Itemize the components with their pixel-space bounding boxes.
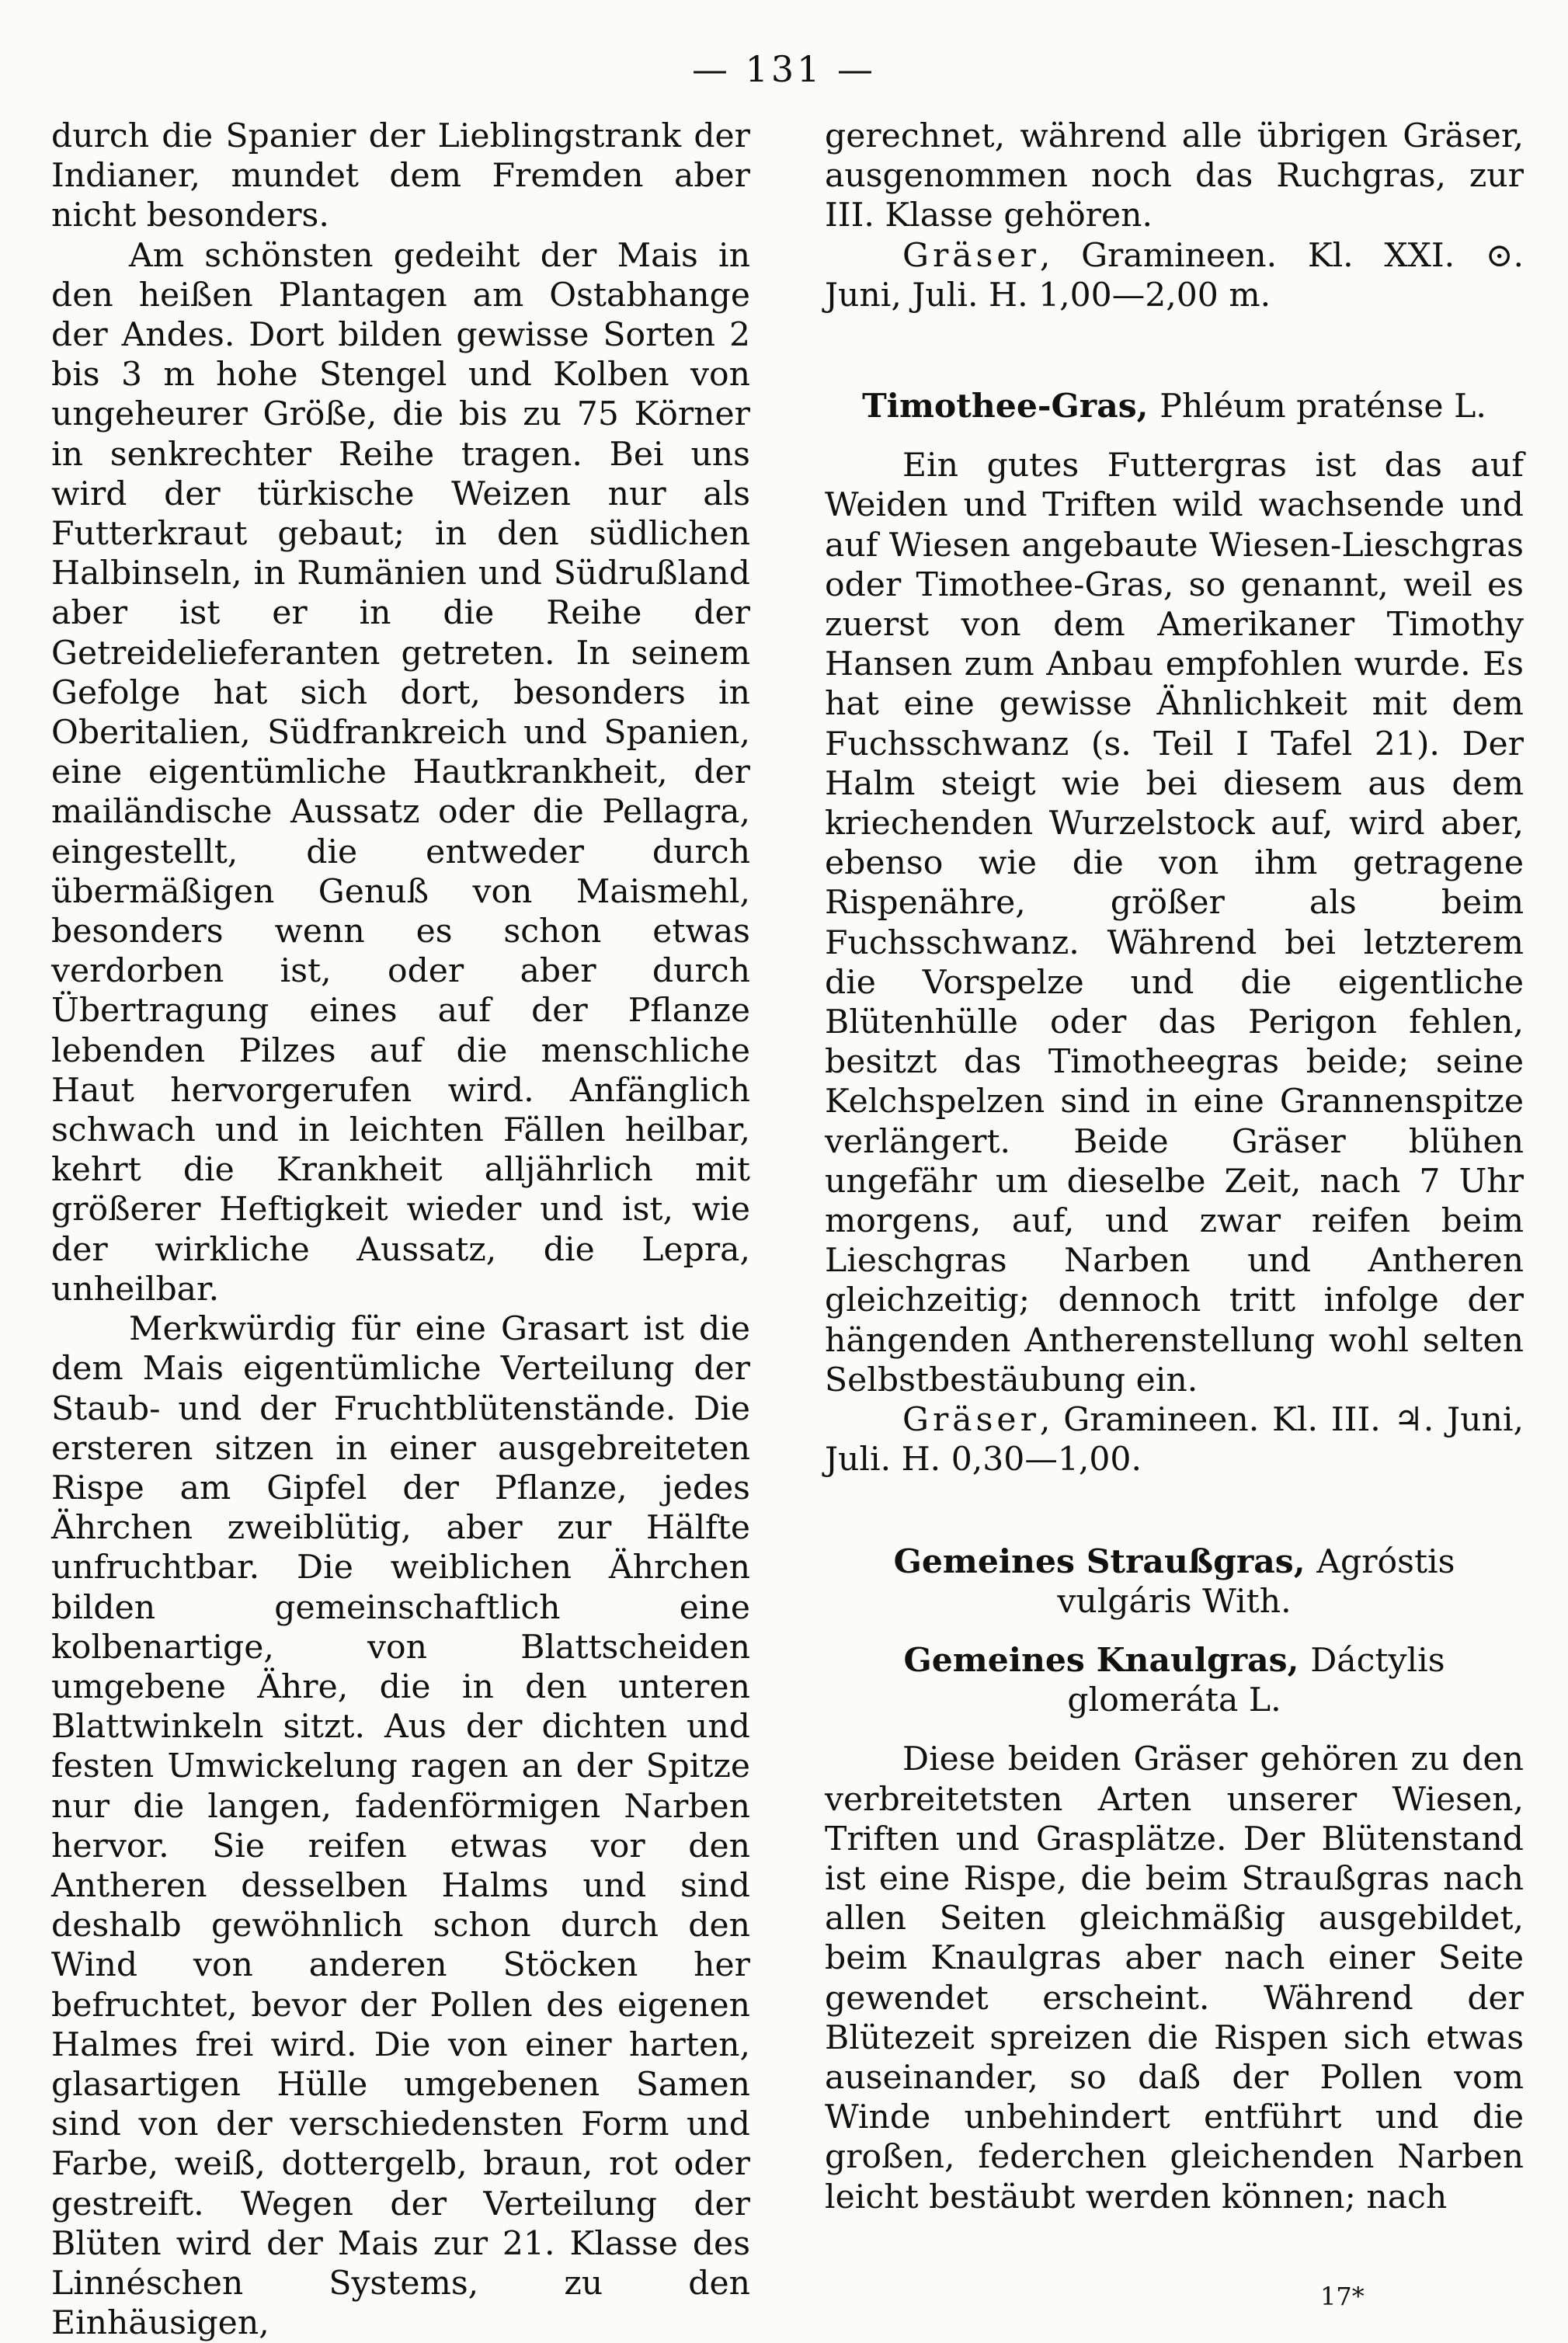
paragraph: durch die Spanier der Lieblingstrank der Indianer, mundet dem Fremden aber nicht besonders.: [51, 117, 750, 235]
page-number: — 131 —: [691, 48, 877, 90]
paragraph: Am schönsten gedeiht der Mais in den heißen Plantagen am Ostabhange der Andes. Dort bilden gewisse Sorten 2 bis 3 m hohe Stengel und Kolben von ungeheurer Größe, die bis zu 75 Körner in senkrechter Reihe tragen. Bei uns wird der türkische Weizen nur als Futterkraut gebaut; in den südlichen Halbinseln, in Rumänien und Südrußland aber ist er in die Reihe der Getreidelieferanten getreten. In seinem Gefolge hat sich dort, besonders in Oberitalien, Südfrankreich und Spanien, eine eigentümliche Hautkrankheit, der mailändische Aussatz oder die Pellagra, eingestellt, die entweder durch übermäßigen Genuß von Maismehl, besonders wenn es schon etwas verdorben ist, oder aber durch Übertragung eines auf der Pflanze lebenden Pilzes auf die menschliche Haut hervorgerufen wird. Anfänglich schwach und in leichten Fällen heilbar, kehrt die Krankheit alljährlich mit größerer Heftigkeit wieder und ist, wie der wirkliche Aussatz, die Lepra, unheilbar.: [51, 236, 750, 1309]
heading-name: Gemeines Knaulgras,: [903, 1640, 1299, 1680]
paragraph: Diese beiden Gräser gehören zu den verbreitetsten Arten unserer Wiesen, Triften und Grasplätze. Der Blütenstand ist eine Rispe, die beim Straußgras nach allen Seiten gleichmäßig ausgebildet, beim Knaulgras aber nach einer Seite gewendet erscheint. Während der Blütezeit spreizen die Rispen sich etwas auseinander, so daß der Pollen vom Winde unbehindert entführt und die großen, federchen gleichenden Narben leicht bestäubt werden können; nach: [825, 1740, 1524, 2216]
section-heading: [825, 387, 1524, 426]
signature-mark: 17*: [1320, 2282, 1365, 2311]
heading-name: Timothee-Gras,: [862, 387, 1149, 426]
right-column: [825, 116, 1524, 2217]
heading-latin: Dáctylis glomeráta L.: [1067, 1641, 1445, 1720]
section-heading: [825, 1641, 1524, 1720]
classification-text: , Gramineen. Kl. XXI. ⊙. Juni, Juli. H. 1,00—2,00 m.: [825, 236, 1524, 315]
classification-line: [825, 1400, 1524, 1479]
heading-name: Gemeines Straußgras,: [893, 1542, 1306, 1581]
classification-line: [825, 236, 1524, 315]
classification-label: Gräser: [902, 1401, 1040, 1440]
paragraph: Ein gutes Futtergras ist das auf Weiden und Triften wild wachsende und auf Wiesen angebaute Wiesen-Lieschgras oder Timothee-Gras, so genannt, weil es zuerst von dem Amerikaner Timothy Hansen zum Anbau empfohlen wurde. Es hat eine gewisse Ähnlichkeit mit dem Fuchsschwanz (s. Teil I Tafel 21). Der Halm steigt wie bei diesem aus dem kriechenden Wurzelstock auf, wird aber, ebenso wie die von ihm getragene Rispenähre, größer als beim Fuchsschwanz. Während bei letzterem die Vorspelze und die eigentliche Blütenhülle oder das Perigon fehlen, besitzt das Timotheegras beide; seine Kelchspelzen sind in eine Grannenspitze verlängert. Beide Gräser blühen ungefähr um dieselbe Zeit, nach 7 Uhr morgens, auf, und zwar reifen beim Lieschgras Narben und Antheren gleichzeitig; dennoch tritt infolge der hängenden Antherenstellung wohl selten Selbstbestäubung ein.: [825, 447, 1524, 1399]
classification-label: Gräser: [902, 236, 1040, 275]
heading-latin: Agróstis vulgáris With.: [1057, 1542, 1455, 1621]
paragraph: gerechnet, während alle übrigen Gräser, ausgenommen noch das Ruchgras, zur III. Klasse gehören.: [825, 117, 1524, 235]
section-heading: [825, 1542, 1524, 1622]
classification-text: , Gramineen. Kl. III. ♃. Juni, Juli. H. 0,30—1,00.: [825, 1401, 1524, 1479]
left-column: [51, 116, 750, 2343]
heading-latin: Phléum praténse L.: [1159, 388, 1486, 426]
paragraph: Merkwürdig für eine Grasart ist die dem Mais eigentümliche Verteilung der Staub- und der Fruchtblütenstände. Die ersteren sitzen in einer ausgebreiteten Rispe am Gipfel der Pflanze, jedes Ährchen zweiblütig, aber zur Hälfte unfruchtbar. Die weiblichen Ährchen bilden gemeinschaftlich eine kolbenartige, von Blattscheiden umgebene Ähre, die in den unteren Blattwinkeln sitzt. Aus der dichten und festen Umwickelung ragen an der Spitze nur die langen, fadenförmigen Narben hervor. Sie reifen etwas vor den Antheren desselben Halms und sind deshalb gewöhnlich schon durch den Wind von anderen Stöcken her befruchtet, bevor der Pollen des eigenen Halmes frei wird. Die von einer harten, glasartigen Hülle umgebenen Samen sind von der verschiedensten Form und Farbe, weiß, dottergelb, braun, rot oder gestreift. Wegen der Verteilung der Blüten wird der Mais zur 21. Klasse des Linnéschen Systems, zu den Einhäusigen,: [51, 1310, 750, 2343]
